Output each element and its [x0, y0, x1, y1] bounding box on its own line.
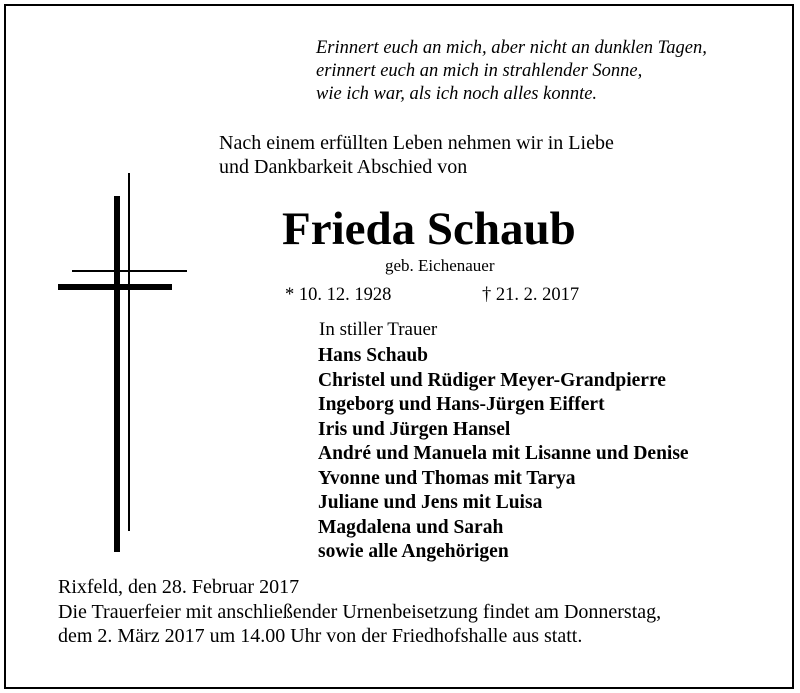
quote-line: Erinnert euch an mich, aber nicht an dunklen Tagen,: [316, 38, 707, 58]
mourner-entry: sowie alle Angehörigen: [318, 541, 509, 562]
intro-line: und Dankbarkeit Abschied von: [219, 156, 468, 178]
cross-horizontal-thin: [72, 270, 187, 272]
farewell-intro: [219, 131, 614, 179]
deceased-name: Frieda Schaub: [282, 203, 576, 255]
mourner-entry: Magdalena und Sarah: [318, 516, 504, 538]
place-and-date: Rixfeld, den 28. Februar 2017: [58, 576, 300, 598]
mourner-entry: André und Manuela mit Lisanne und Denise: [318, 443, 689, 464]
mourner-entry: Christel und Rüdiger Meyer-Grandpierre: [318, 369, 666, 391]
mourner-entry: Iris und Jürgen Hansel: [318, 418, 511, 440]
service-line: Die Trauerfeier mit anschließender Urnenbeisetzung findet am Donnerstag,: [58, 601, 662, 623]
funeral-service-info: [58, 600, 661, 648]
quote-line: erinnert euch an mich in strahlender Sonne,: [316, 61, 643, 81]
cross-vertical-thin: [128, 173, 130, 531]
mourner-entry: Yvonne und Thomas mit Tarya: [318, 467, 576, 489]
intro-line: Nach einem erfüllten Leben nehmen wir in Liebe: [219, 132, 614, 154]
death-date: † 21. 2. 2017: [482, 285, 580, 305]
cross-vertical-thick: [114, 196, 120, 552]
mourner-entry: Hans Schaub: [318, 345, 429, 366]
mourners-list: [318, 344, 689, 565]
birth-date: * 10. 12. 1928: [285, 285, 392, 305]
mourning-intro: In stiller Trauer: [319, 319, 438, 340]
cross-horizontal-thick: [58, 284, 172, 290]
mourner-entry: Juliane und Jens mit Luisa: [318, 492, 543, 513]
born-name: geb. Eichenauer: [385, 256, 495, 275]
memorial-quote: [316, 37, 707, 106]
mourner-entry: Ingeborg und Hans-Jürgen Eiffert: [318, 394, 605, 415]
service-line: dem 2. März 2017 um 14.00 Uhr von der Friedhofshalle aus statt.: [58, 625, 583, 647]
quote-line: wie ich war, als ich noch alles konnte.: [316, 84, 598, 104]
